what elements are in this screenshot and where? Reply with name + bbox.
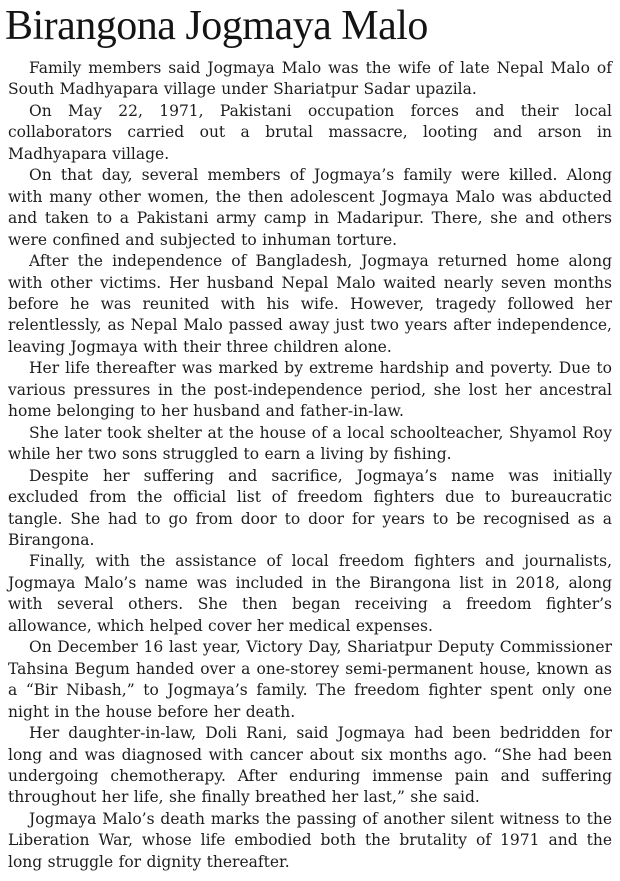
- paragraph: On that day, several members of Jogmaya’s family were killed. Along with many other women, the then adolescent Jogmaya Malo was abducted and taken to a Pakistani army camp in Madaripur. There, she and others were confined and subjected to inhuman torture.: [8, 166, 612, 249]
- paragraph: She later took shelter at the house of a local schoolteacher, Shyamol Roy while her two sons struggled to earn a living by fishing.: [8, 423, 612, 464]
- article-body: [8, 58, 612, 873]
- paragraph: Despite her suffering and sacrifice, Jogmaya’s name was initially excluded from the official list of freedom fighters due to bureaucratic tangle. She had to go from door to door for years to be recognised as a Birangona.: [8, 466, 612, 549]
- paragraph: On May 22, 1971, Pakistani occupation forces and their local collaborators carried out a brutal massacre, looting and arson in Madhyapara village.: [8, 101, 612, 163]
- paragraph: Finally, with the assistance of local freedom fighters and journalists, Jogmaya Malo’s name was included in the Birangona list in 2018, along with several others. She then began receiving a freedom fighter’s allowance, which helped cover her medical expenses.: [8, 552, 612, 635]
- paragraph: Her life thereafter was marked by extreme hardship and poverty. Due to various pressures in the post-independence period, she lost her ancestral home belonging to her husband and father-in-law.: [8, 359, 612, 421]
- paragraph: On December 16 last year, Victory Day, Shariatpur Deputy Commissioner Tahsina Begum handed over a one-storey semi-permanent house, known as a “Bir Nibash,” to Jogmaya’s family. The freedom fighter spent only one night in the house before her death.: [8, 638, 612, 721]
- page-title: Birangona Jogmaya Malo: [5, 3, 428, 49]
- paragraph: Her daughter-in-law, Doli Rani, said Jogmaya had been bedridden for long and was diagnosed with cancer about six months ago. “She had been undergoing chemotherapy. After enduring immense pain and suffering throughout her life, she finally breathed her last,” she said.: [8, 724, 612, 807]
- paragraph: Family members said Jogmaya Malo was the wife of late Nepal Malo of South Madhyapara village under Shariatpur Sadar upazila.: [8, 59, 612, 99]
- paragraph: Jogmaya Malo’s death marks the passing of another silent witness to the Liberation War, whose life embodied both the brutality of 1971 and the long struggle for dignity thereafter.: [8, 809, 612, 871]
- paragraph: After the independence of Bangladesh, Jogmaya returned home along with other victims. Her husband Nepal Malo waited nearly seven months before he was reunited with his wife. However, tragedy followed her relentlessly, as Nepal Malo passed away just two years after independence, leaving Jogmaya with their three children alone.: [8, 252, 612, 356]
